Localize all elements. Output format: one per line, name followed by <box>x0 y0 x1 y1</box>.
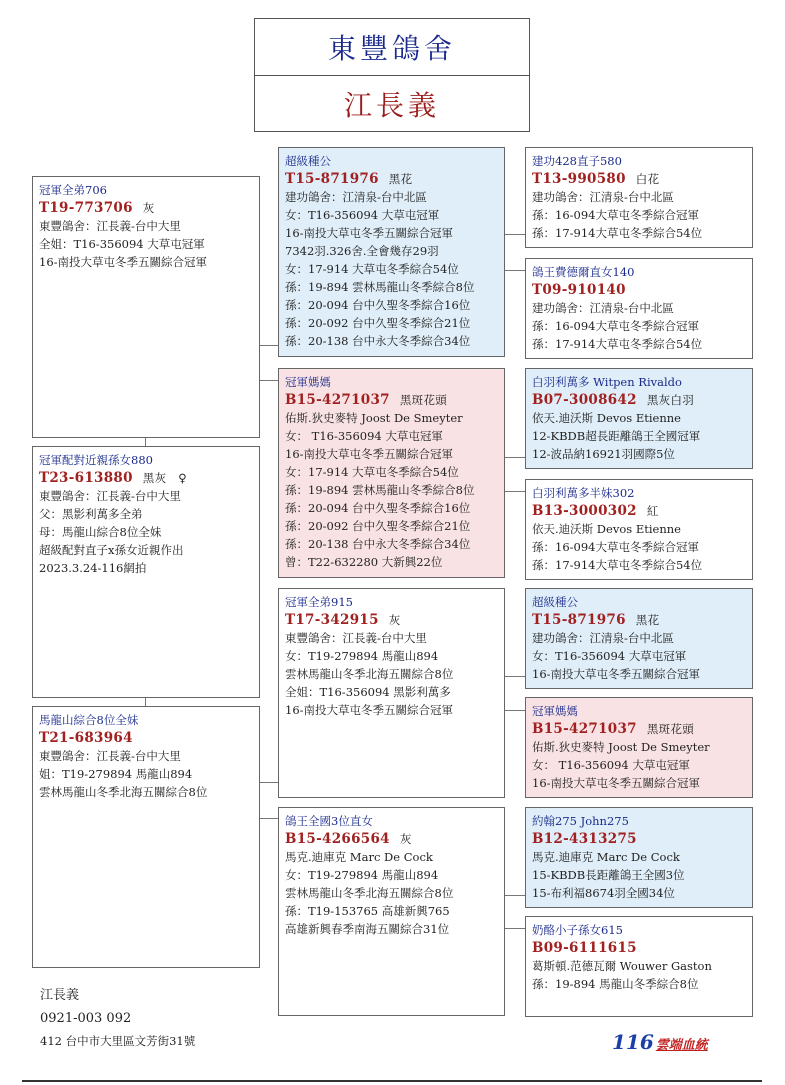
ring-line <box>39 199 253 217</box>
connector-line <box>505 710 525 711</box>
connector-line <box>145 438 146 446</box>
ring-line <box>532 391 746 409</box>
pigeon-color: 灰 <box>388 613 401 627</box>
card-line: 雲林馬龍山冬季北海五關綜合8位 <box>285 667 454 681</box>
ring-number: B15-4266564 <box>285 831 390 847</box>
title-box <box>254 18 530 132</box>
card-heading: 建功428直子580 <box>532 154 622 168</box>
card-line: 母：馬龍山綜合8位全妹 <box>39 525 162 539</box>
card-line: 雲林馬龍山冬季北海五關綜合8位 <box>285 886 454 900</box>
connector-line <box>505 895 525 896</box>
card-gg1 <box>525 147 753 248</box>
connector-line <box>505 676 525 677</box>
card-line: 女： T16-356094 大草屯冠軍 <box>285 429 443 443</box>
brand-logo <box>612 1030 708 1054</box>
pigeon-color: 黑斑花頭 <box>646 722 695 736</box>
card-heading: 奶酪小子孫女615 <box>532 923 623 937</box>
card-line: 女：17-914 大草屯冬季綜合54位 <box>285 465 459 479</box>
owner-phone: 0921-003 092 <box>40 1011 132 1026</box>
ring-line <box>532 830 746 848</box>
ring-number: B07-3008642 <box>532 392 637 408</box>
ring-number: T19-773706 <box>39 200 133 216</box>
card-line: 曾：T22-632280 大新興22位 <box>285 555 443 569</box>
connector-line <box>260 818 278 819</box>
card-line: 女： T16-356094 大草屯冠軍 <box>532 758 690 772</box>
card-line: 東豐鴿舍：江長義-台中大里 <box>39 489 181 503</box>
card-line: 馬克.迪庫克 Marc De Cock <box>532 850 680 864</box>
connector-line <box>260 380 278 381</box>
card-line: 孫：T19-153765 高雄新興765 <box>285 904 450 918</box>
card-line: 孫：20-094 台中久聖冬季綜合16位 <box>285 501 471 515</box>
card-line: 建功鴿舍：江清泉-台中北區 <box>532 190 674 204</box>
ring-line <box>39 729 253 747</box>
ring-number: B15-4271037 <box>285 392 390 408</box>
card-line: 東豐鴿舍：江長義-台中大里 <box>39 219 181 233</box>
card-heading: 冠軍媽媽 <box>532 704 578 718</box>
ring-line <box>532 170 746 188</box>
pigeon-color: 灰 <box>142 201 155 215</box>
pigeon-color: 黑斑花頭 <box>399 393 448 407</box>
card-heading: 超級種公 <box>532 595 578 609</box>
card-line: 16-南投大草屯冬季五關綜合冠軍 <box>285 703 454 717</box>
owner-info <box>40 984 270 1053</box>
card-line: 女：17-914 大草屯冬季綜合54位 <box>285 262 459 276</box>
ring-line <box>39 469 253 487</box>
card-line: 15-布利福8674羽全國34位 <box>532 886 675 900</box>
card-heading: 白羽利萬多半妹302 <box>532 486 635 500</box>
ring-number: B09-6111615 <box>532 940 637 956</box>
ring-number: T13-990580 <box>532 171 626 187</box>
ring-number: B12-4313275 <box>532 831 637 847</box>
card-line: 孫：17-914大草屯冬季綜合54位 <box>532 226 703 240</box>
pigeon-color: 紅 <box>646 504 659 518</box>
card-line: 女：T16-356094 大草屯冠軍 <box>532 649 687 663</box>
card-line: 孫：16-094大草屯冬季綜合冠軍 <box>532 540 699 554</box>
card-gg2 <box>525 258 753 359</box>
card-line: 佑斯.狄史麥特 Joost De Smeyter <box>532 740 710 754</box>
card-line: 建功鴿舍：江清泉-台中北區 <box>532 631 674 645</box>
ring-line <box>532 939 746 957</box>
card-heading: 鴿王費德爾直女140 <box>532 265 635 279</box>
card-line: 孫：19-894 雲林馬龍山冬季綜合8位 <box>285 280 475 294</box>
card-gg7 <box>525 807 753 908</box>
card-line: 依天.迪沃斯 Devos Etienne <box>532 411 681 425</box>
connector-line <box>260 345 278 346</box>
ring-number: B15-4271037 <box>532 721 637 737</box>
card-heading: 冠軍媽媽 <box>285 375 331 389</box>
bottom-rule <box>22 1080 762 1082</box>
ring-number: T23-613880 <box>39 470 133 486</box>
connector-line <box>260 782 278 783</box>
ring-number: B13-3000302 <box>532 503 637 519</box>
ring-line <box>532 720 746 738</box>
card-line: 7342羽.326舍.全會幾存29羽 <box>285 244 439 258</box>
card-line: 依天.迪沃斯 Devos Etienne <box>532 522 681 536</box>
card-heading: 鴿王全國3位直女 <box>285 814 373 828</box>
card-line: 佑斯.狄史麥特 Joost De Smeyter <box>285 411 463 425</box>
card-line: 16-南投大草屯冬季五關綜合冠軍 <box>285 226 454 240</box>
ring-number: T17-342915 <box>285 612 379 628</box>
card-heading: 馬龍山綜合8位全妹 <box>39 713 139 727</box>
card-line: 孫：20-092 台中久聖冬季綜合21位 <box>285 519 471 533</box>
card-line: 東豐鴿舍：江長義-台中大里 <box>285 631 427 645</box>
card-line: 建功鴿舍：江清泉-台中北區 <box>285 190 427 204</box>
card-heading: 白羽利萬多 Witpen Rivaldo <box>532 375 682 389</box>
ring-line <box>532 281 746 299</box>
ring-line <box>285 830 498 848</box>
card-gg8 <box>525 916 753 1017</box>
ring-number: T15-871976 <box>285 171 379 187</box>
logo-text: 雲端血統 <box>655 1038 708 1053</box>
connector-line <box>505 270 525 271</box>
card-gg5 <box>525 588 753 689</box>
pigeon-color: 黑花 <box>388 172 413 186</box>
ring-line <box>285 611 498 629</box>
card-line: 姐：T19-279894 馬龍山894 <box>39 767 193 781</box>
card-line: 高雄新興春季南海五關綜合31位 <box>285 922 450 936</box>
card-line: 16-南投大草屯冬季五關綜合冠軍 <box>532 776 701 790</box>
card-heading: 冠軍全弟915 <box>285 595 353 609</box>
owner-name: 江長義 <box>40 988 80 1003</box>
connector-line <box>505 234 525 235</box>
card-line: 孫：20-092 台中久聖冬季綜合21位 <box>285 316 471 330</box>
ring-line <box>285 391 498 409</box>
card-dam <box>32 446 260 698</box>
ring-line <box>285 170 498 188</box>
card-line: 女：T19-279894 馬龍山894 <box>285 868 439 882</box>
card-line: 雲林馬龍山冬季北海五關綜合8位 <box>39 785 208 799</box>
card-line: 建功鴿舍：江清泉-台中北區 <box>532 301 674 315</box>
card-line: 16-南投大草屯冬季五關綜合冠軍 <box>532 667 701 681</box>
connector-line <box>505 928 525 929</box>
connector-line <box>505 457 525 458</box>
card-line: 孫：17-914大草屯冬季綜合54位 <box>532 337 703 351</box>
pigeon-color: 黑花 <box>635 613 660 627</box>
card-line: 12-KBDB超長距離鴿王全國冠軍 <box>532 429 701 443</box>
card-line: 16-南投大草屯冬季五關綜合冠軍 <box>285 447 454 461</box>
owner-address: 412 台中市大里區文芳街31號 <box>40 1034 196 1048</box>
ring-number: T09-910140 <box>532 282 626 298</box>
card-line: 15-KBDB長距離鴿王全國3位 <box>532 868 685 882</box>
card-line: 孫：17-914大草屯冬季綜合54位 <box>532 558 703 572</box>
card-g2 <box>278 368 505 578</box>
card-line: 全姐：T16-356094 大草屯冠軍 <box>39 237 205 251</box>
card-line: 16-南投大草屯冬季五關綜合冠軍 <box>39 255 208 269</box>
card-line: 孫：20-094 台中久聖冬季綜合16位 <box>285 298 471 312</box>
card-line: 馬克.迪庫克 Marc De Cock <box>285 850 433 864</box>
card-line: 孫：20-138 台中永大冬季綜合34位 <box>285 537 471 551</box>
pigeon-color: 灰 <box>399 832 412 846</box>
card-heading: 冠軍全弟706 <box>39 183 107 197</box>
ring-line <box>532 611 746 629</box>
pigeon-color: 黑灰白羽 <box>646 393 695 407</box>
ring-number: T21-683964 <box>39 730 133 746</box>
card-heading: 超級種公 <box>285 154 331 168</box>
card-dam2 <box>32 706 260 968</box>
card-line: 女：T16-356094 大草屯冠軍 <box>285 208 440 222</box>
card-g3 <box>278 588 505 798</box>
card-line: 孫：19-894 雲林馬龍山冬季綜合8位 <box>285 483 475 497</box>
card-gg3 <box>525 368 753 469</box>
card-gg6 <box>525 697 753 798</box>
card-gg4 <box>525 479 753 580</box>
card-line: 葛斯頓.范德瓦爾 Wouwer Gaston <box>532 959 712 973</box>
logo-number: 116 <box>612 1030 654 1054</box>
card-line: 2023.3.24-116網拍 <box>39 561 147 575</box>
card-line: 孫：16-094大草屯冬季綜合冠軍 <box>532 319 699 333</box>
card-line: 父：黑影利萬多全弟 <box>39 507 143 521</box>
card-line: 孫：19-894 馬龍山冬季綜合8位 <box>532 977 699 991</box>
pigeon-color: 黑灰 ♀ <box>142 471 187 485</box>
card-line: 全姐：T16-356094 黑影利萬多 <box>285 685 451 699</box>
card-line: 孫：16-094大草屯冬季綜合冠軍 <box>532 208 699 222</box>
card-g4 <box>278 807 505 1016</box>
loft-title: 東豐鴿舍 <box>255 19 529 76</box>
owner-title: 江長義 <box>343 89 440 122</box>
connector-line <box>145 698 146 706</box>
pigeon-color: 白花 <box>635 172 660 186</box>
card-line: 超級配對直子x孫女近親作出 <box>39 543 184 557</box>
card-g1 <box>278 147 505 357</box>
card-subject <box>32 176 260 438</box>
ring-line <box>532 502 746 520</box>
connector-line <box>505 491 525 492</box>
ring-number: T15-871976 <box>532 612 626 628</box>
card-heading: 約翰275 John275 <box>532 814 629 828</box>
card-line: 東豐鴿舍：江長義-台中大里 <box>39 749 181 763</box>
card-line: 孫：20-138 台中永大冬季綜合34位 <box>285 334 471 348</box>
card-line: 12-波品納16921羽國際5位 <box>532 447 675 461</box>
card-line: 女：T19-279894 馬龍山894 <box>285 649 439 663</box>
card-heading: 冠軍配對近親孫女880 <box>39 453 153 467</box>
